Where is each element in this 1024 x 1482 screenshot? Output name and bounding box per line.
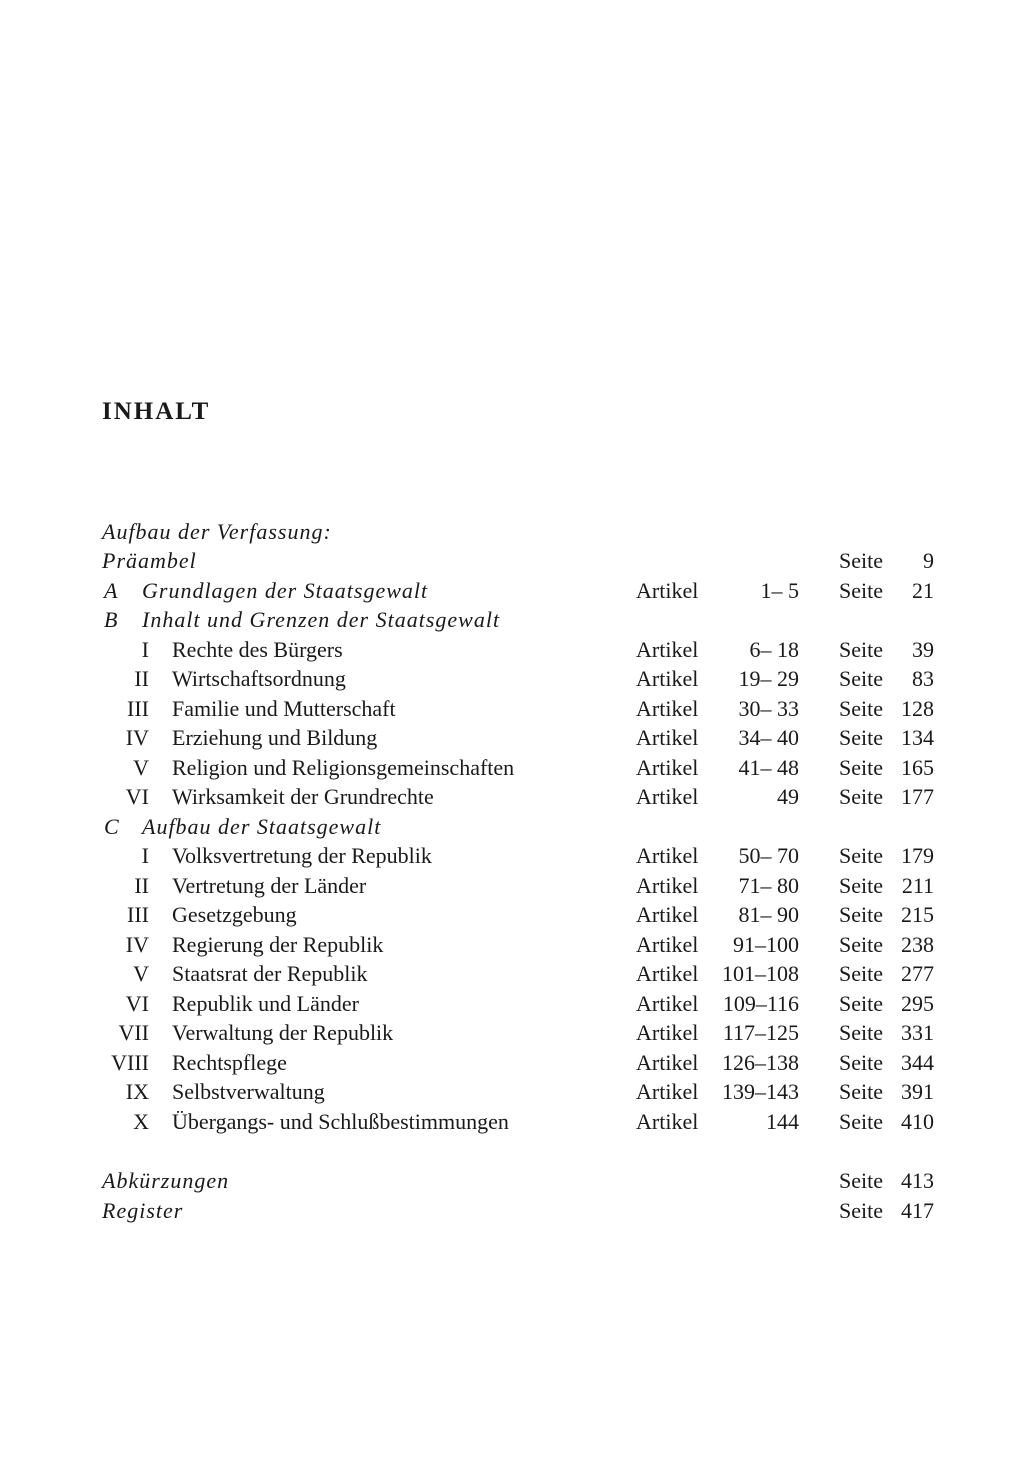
page-number: 417: [901, 1197, 934, 1223]
page-number: 344: [901, 1049, 934, 1075]
toc-entry: [0, 812, 1024, 842]
page-number: 331: [901, 1020, 934, 1045]
toc-entry: [0, 930, 1024, 960]
page-number: 39: [912, 636, 934, 662]
article-word: Artikel: [636, 577, 699, 603]
toc-entry: [0, 723, 1024, 753]
appendix-entry: [0, 1196, 1024, 1226]
entry-title: Gesetzgebung: [172, 902, 297, 927]
page-word: Seite: [839, 666, 883, 691]
page-word: Seite: [839, 784, 883, 809]
article-word: Artikel: [636, 725, 699, 750]
page-number: 179: [901, 843, 934, 868]
entry-title: Staatsrat der Republik: [172, 961, 368, 986]
page-number: 83: [912, 666, 934, 691]
article-word: Artikel: [636, 902, 699, 927]
page-number: 277: [901, 961, 934, 986]
chapter-numeral: II: [134, 666, 149, 691]
entry-title: Übergangs- und Schlußbestimmungen: [172, 1108, 509, 1134]
article-range: 144: [766, 1108, 799, 1134]
article-range: 50– 70: [738, 843, 799, 868]
page-number: 21: [912, 577, 934, 603]
article-word: Artikel: [636, 784, 699, 809]
toc-entry: [0, 900, 1024, 930]
entry-title: Inhalt und Grenzen der Staatsgewalt: [142, 607, 501, 632]
page-word: Seite: [839, 1197, 883, 1223]
article-range: 109–116: [722, 990, 799, 1016]
toc-entry: [0, 1018, 1024, 1048]
article-word: Artikel: [636, 1049, 699, 1075]
article-word: Artikel: [636, 872, 699, 898]
entry-title: Erziehung und Bildung: [172, 725, 378, 750]
article-range: 49: [777, 784, 799, 809]
chapter-numeral: II: [134, 872, 149, 898]
page-word: Seite: [839, 902, 883, 927]
entry-title: Vertretung der Länder: [172, 872, 367, 898]
entry-title: Wirksamkeit der Grundrechte: [172, 784, 434, 809]
page-word: Seite: [839, 961, 883, 986]
chapter-numeral: IV: [125, 725, 149, 750]
chapter-numeral: IV: [125, 931, 149, 957]
toc-entry: [0, 871, 1024, 901]
article-range: 6– 18: [749, 636, 799, 662]
section-letter: B: [104, 607, 118, 632]
page-word: Seite: [839, 725, 883, 750]
article-range: 81– 90: [738, 902, 799, 927]
page-number: 410: [901, 1108, 934, 1134]
toc-entry: [0, 605, 1024, 635]
chapter-numeral: VIII: [111, 1049, 149, 1075]
entry-title: Religion und Religionsgemeinschaften: [172, 754, 515, 780]
article-word: Artikel: [636, 666, 699, 691]
toc-entry: [0, 694, 1024, 724]
toc-entry: [0, 841, 1024, 871]
page-word: Seite: [839, 636, 883, 662]
article-range: 139–143: [722, 1079, 799, 1104]
page-word: Seite: [839, 1020, 883, 1045]
entry-title: Volksvertretung der Republik: [172, 843, 432, 868]
article-word: Artikel: [636, 754, 699, 780]
page-number: 413: [901, 1168, 934, 1193]
chapter-numeral: I: [141, 843, 149, 868]
chapter-numeral: III: [127, 695, 149, 721]
appendix-title: Register: [102, 1197, 184, 1223]
chapter-numeral: X: [133, 1108, 149, 1134]
page-number: 215: [901, 902, 934, 927]
chapter-numeral: I: [141, 636, 149, 662]
chapter-numeral: VII: [118, 1020, 149, 1045]
article-range: 101–108: [722, 961, 799, 986]
page-number: 238: [901, 931, 934, 957]
entry-title: Regierung der Republik: [172, 931, 384, 957]
page-number: 211: [901, 872, 934, 898]
article-range: 30– 33: [738, 695, 799, 721]
page-number: 9: [923, 548, 934, 573]
page-word: Seite: [839, 1108, 883, 1134]
article-word: Artikel: [636, 961, 699, 986]
page-title: INHALT: [102, 398, 211, 425]
article-range: 1– 5: [760, 577, 799, 603]
chapter-numeral: VI: [125, 784, 149, 809]
entry-title: Wirtschaftsordnung: [172, 666, 346, 691]
chapter-numeral: V: [133, 754, 149, 780]
page-number: 165: [901, 754, 934, 780]
page-word: Seite: [839, 1049, 883, 1075]
page-number: 128: [901, 695, 934, 721]
article-word: Artikel: [636, 1079, 699, 1104]
toc-entry: [0, 635, 1024, 665]
article-range: 34– 40: [738, 725, 799, 750]
chapter-numeral: VI: [125, 990, 149, 1016]
article-range: 71– 80: [738, 872, 799, 898]
entry-title: Präambel: [102, 548, 197, 573]
article-word: Artikel: [636, 1108, 699, 1134]
article-range: 117–125: [722, 1020, 799, 1045]
toc-entry: [0, 782, 1024, 812]
toc-entry: [0, 546, 1024, 576]
toc-entry: [0, 1048, 1024, 1078]
toc-entry: [0, 989, 1024, 1019]
toc-entry: [0, 753, 1024, 783]
article-range: 19– 29: [738, 666, 799, 691]
entry-title: Rechtspflege: [172, 1049, 287, 1075]
entry-title: Republik und Länder: [172, 990, 359, 1016]
page-word: Seite: [839, 1079, 883, 1104]
article-word: Artikel: [636, 695, 699, 721]
toc-entry: [0, 959, 1024, 989]
article-word: Artikel: [636, 636, 699, 662]
page-word: Seite: [839, 990, 883, 1016]
entry-title: Verwaltung der Republik: [172, 1020, 394, 1045]
page-word: Seite: [839, 872, 883, 898]
article-range: 126–138: [722, 1049, 799, 1075]
entry-title: Aufbau der Staatsgewalt: [142, 813, 382, 839]
structure-heading: Aufbau der Verfassung:: [102, 519, 332, 544]
page-word: Seite: [839, 843, 883, 868]
page-word: Seite: [839, 695, 883, 721]
article-range: 91–100: [733, 931, 799, 957]
structure-heading-row: [0, 517, 1024, 547]
entry-title: Rechte des Bürgers: [172, 636, 343, 662]
appendix-entry: [0, 1166, 1024, 1196]
page-number: 177: [901, 784, 934, 809]
page-word: Seite: [839, 1168, 883, 1193]
page-word: Seite: [839, 548, 883, 573]
article-word: Artikel: [636, 843, 699, 868]
entry-title: Selbstverwaltung: [172, 1079, 325, 1104]
article-word: Artikel: [636, 931, 699, 957]
entry-title: Familie und Mutterschaft: [172, 695, 396, 721]
page-word: Seite: [839, 754, 883, 780]
chapter-numeral: III: [127, 902, 149, 927]
article-range: 41– 48: [738, 754, 799, 780]
entry-title: Grundlagen der Staatsgewalt: [142, 577, 429, 603]
section-letter: C: [104, 813, 119, 839]
article-word: Artikel: [636, 1020, 699, 1045]
page-number: 295: [901, 990, 934, 1016]
toc-entry: [0, 1107, 1024, 1137]
page-word: Seite: [839, 931, 883, 957]
appendix-title: Abkürzungen: [102, 1168, 230, 1193]
toc-entry: [0, 664, 1024, 694]
toc-entry: [0, 1077, 1024, 1107]
page-number: 134: [901, 725, 934, 750]
chapter-numeral: V: [133, 961, 149, 986]
article-word: Artikel: [636, 990, 699, 1016]
page-number: 391: [901, 1079, 934, 1104]
section-letter: A: [104, 577, 118, 603]
page-word: Seite: [839, 577, 883, 603]
toc-entry: [0, 576, 1024, 606]
chapter-numeral: IX: [125, 1079, 149, 1104]
